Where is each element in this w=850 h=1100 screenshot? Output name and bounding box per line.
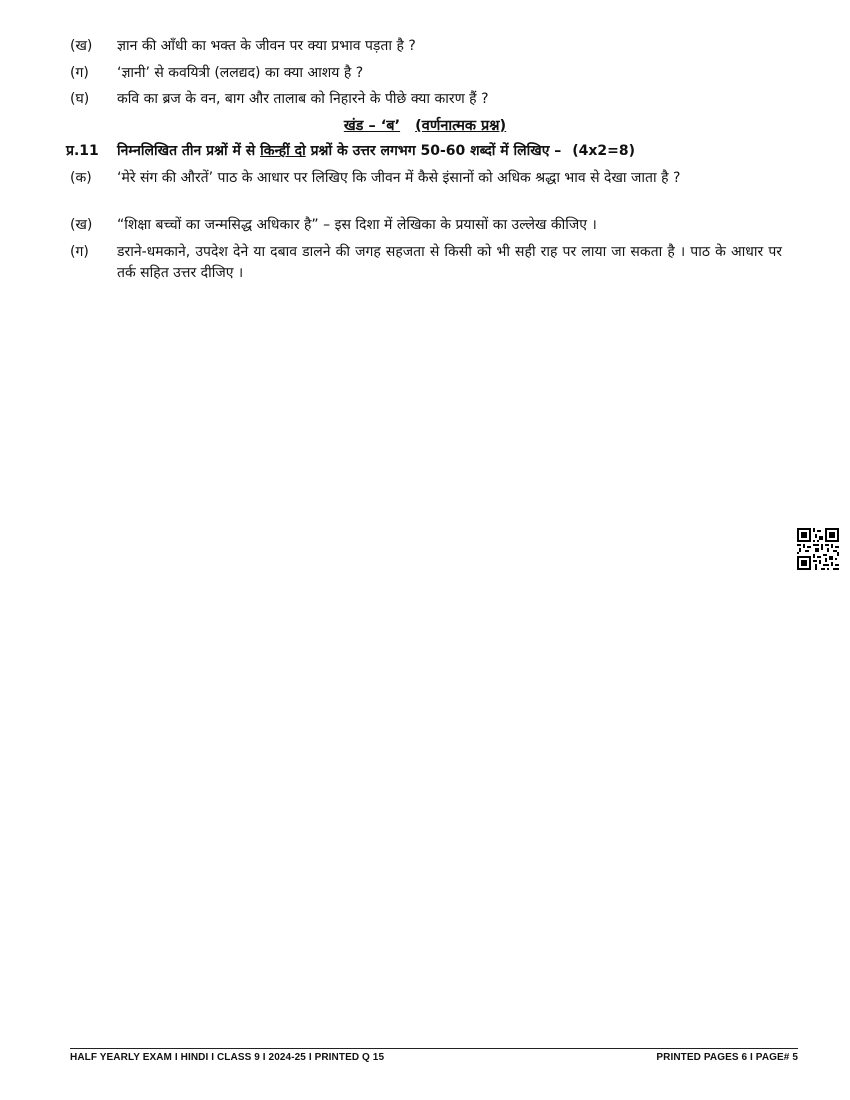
question-text: ‘मेरे संग की औरतें’ पाठ के आधार पर लिखिए कि जीवन में कैसे इंसानों को अधिक श्रद्धा भाव से देखा जाता है ? — [117, 170, 681, 186]
question-11-instruction — [117, 141, 782, 162]
footer-page-number: PRINTED PAGES 6 I PAGE# 5 — [656, 1052, 798, 1063]
footer-exam-info: HALF YEARLY EXAM I HINDI I CLASS 9 I 2024-25 I PRINTED Q 15 — [70, 1052, 385, 1063]
question-text: ज्ञान की आँधी का भक्त के जीवन पर क्या प्रभाव पड़ता है ? — [117, 38, 416, 54]
question-text: कवि का ब्रज के वन, बाग और तालाब को निहारने के पीछे क्या कारण हैं ? — [117, 91, 489, 107]
question-text: “शिक्षा बच्चों का जन्मसिद्ध अधिकार है” – इस दिशा में लेखिका के प्रयासों का उल्लेख कीजिए । — [117, 217, 597, 233]
question-text: ‘ज्ञानी’ से कवयित्री (ललद्यद) का क्या आशय है ? — [117, 65, 364, 81]
question-label: (ग) — [70, 65, 89, 81]
question-label: (क) — [70, 170, 92, 186]
question-text: डराने-धमकाने, उपदेश देने या दबाव डालने की जगह सहजता से किसी को भी सही राह पर लाया जा सकता है । पाठ के आधार पर तर्क सहित उत्तर दीजिए । — [117, 244, 782, 281]
marks-badge: (4x2=8) — [572, 143, 635, 159]
instruction-emphasis: किन्हीं दो — [260, 143, 306, 159]
question-label: (घ) — [70, 91, 90, 107]
section-title: खंड – ‘ब’ — [343, 118, 401, 134]
section-subtitle: (वर्णनात्मक प्रश्न) — [415, 118, 507, 134]
question-label: (ख) — [70, 38, 93, 54]
question-number: प्र.11 — [66, 143, 99, 159]
footer-divider — [70, 1048, 798, 1049]
question-label: (ख) — [70, 217, 93, 233]
instruction-text-rest: प्रश्नों के उत्तर लगभग 50-60 शब्दों में लिखिए – — [310, 143, 562, 159]
qr-code-icon — [797, 528, 839, 570]
instruction-text: निम्नलिखित तीन प्रश्नों में से — [117, 143, 256, 159]
section-heading — [0, 115, 850, 135]
question-label: (ग) — [70, 244, 89, 260]
